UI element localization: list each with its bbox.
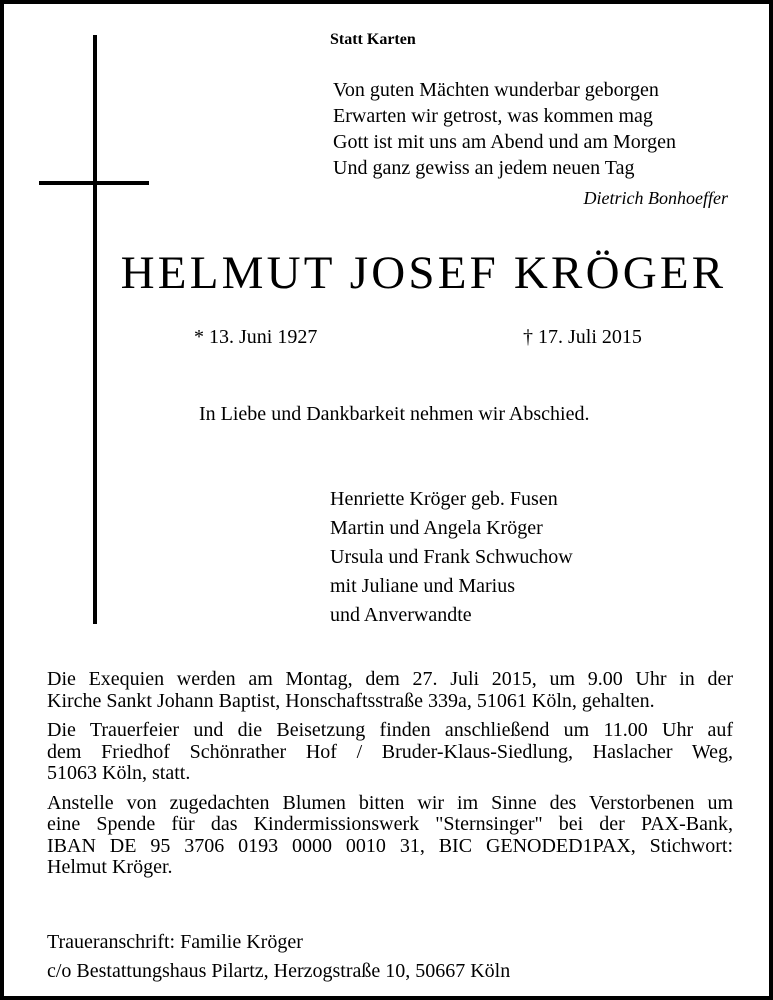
deceased-name: HELMUT JOSEF KRÖGER [120,247,727,299]
mourner-name: mit Juliane und Marius [330,575,515,597]
paragraph-line: Kirche Sankt Johann Baptist, Honschaftsstraße 339a, 51061 Köln, gehalten. [47,689,655,712]
paragraph-line: Die Exequien werden am Montag, dem 27. Juli 2015, um 9.00 Uhr in der [47,668,733,690]
farewell-text: In Liebe und Dankbarkeit nehmen wir Abschied. [199,403,590,425]
paragraph-line: dem Friedhof Schönrather Hof / Bruder-Klaus-Siedlung, Haslacher Weg, [47,740,733,763]
address-line: c/o Bestattungshaus Pilartz, Herzogstraße 10, 50667 Köln [47,960,511,982]
poem-line: Gott ist mit uns am Abend und am Morgen [333,131,676,153]
poem-line: Erwarten wir getrost, was kommen mag [333,105,653,127]
birth-date: * 13. Juni 1927 [194,326,318,348]
poem-line: Von guten Mächten wunderbar geborgen [333,79,659,101]
paragraph-line: IBAN DE 95 3706 0193 0000 0010 31, BIC GENODED1PAX, Stichwort: [47,834,733,857]
header-label: Statt Karten [330,31,416,48]
service-details [47,669,733,887]
cross-icon [93,35,97,624]
mourner-name: Henriette Kröger geb. Fusen [330,488,558,510]
mourner-name: Martin und Angela Kröger [330,517,543,539]
poem-line: Und ganz gewiss an jedem neuen Tag [333,157,635,179]
paragraph-line: 51063 Köln, statt. [47,762,191,784]
paragraph-line: Die Trauerfeier und die Beisetzung finden anschließend um 11.00 Uhr auf [47,719,733,741]
cross-icon-crossbar [39,181,149,185]
exequien-paragraph [47,669,733,712]
poem [333,77,676,181]
mourner-name: Ursula und Frank Schwuchow [330,546,573,568]
paragraph-line: eine Spende für das Kindermissionswerk "Sternsinger" bei der PAX-Bank, [47,813,733,835]
mourning-address [47,928,510,986]
address-line: Traueranschrift: Familie Kröger [47,931,303,953]
paragraph-line: Anstelle von zugedachten Blumen bitten wir im Sinne des Verstorbenen um [47,791,733,814]
burial-paragraph [47,720,733,785]
mourner-name: und Anverwandte [330,604,472,626]
death-date: † 17. Juli 2015 [523,326,642,348]
paragraph-line: Helmut Kröger. [47,856,173,878]
donation-paragraph [47,793,733,879]
mourners-list [330,485,573,630]
poem-author: Dietrich Bonhoeffer [583,188,728,208]
